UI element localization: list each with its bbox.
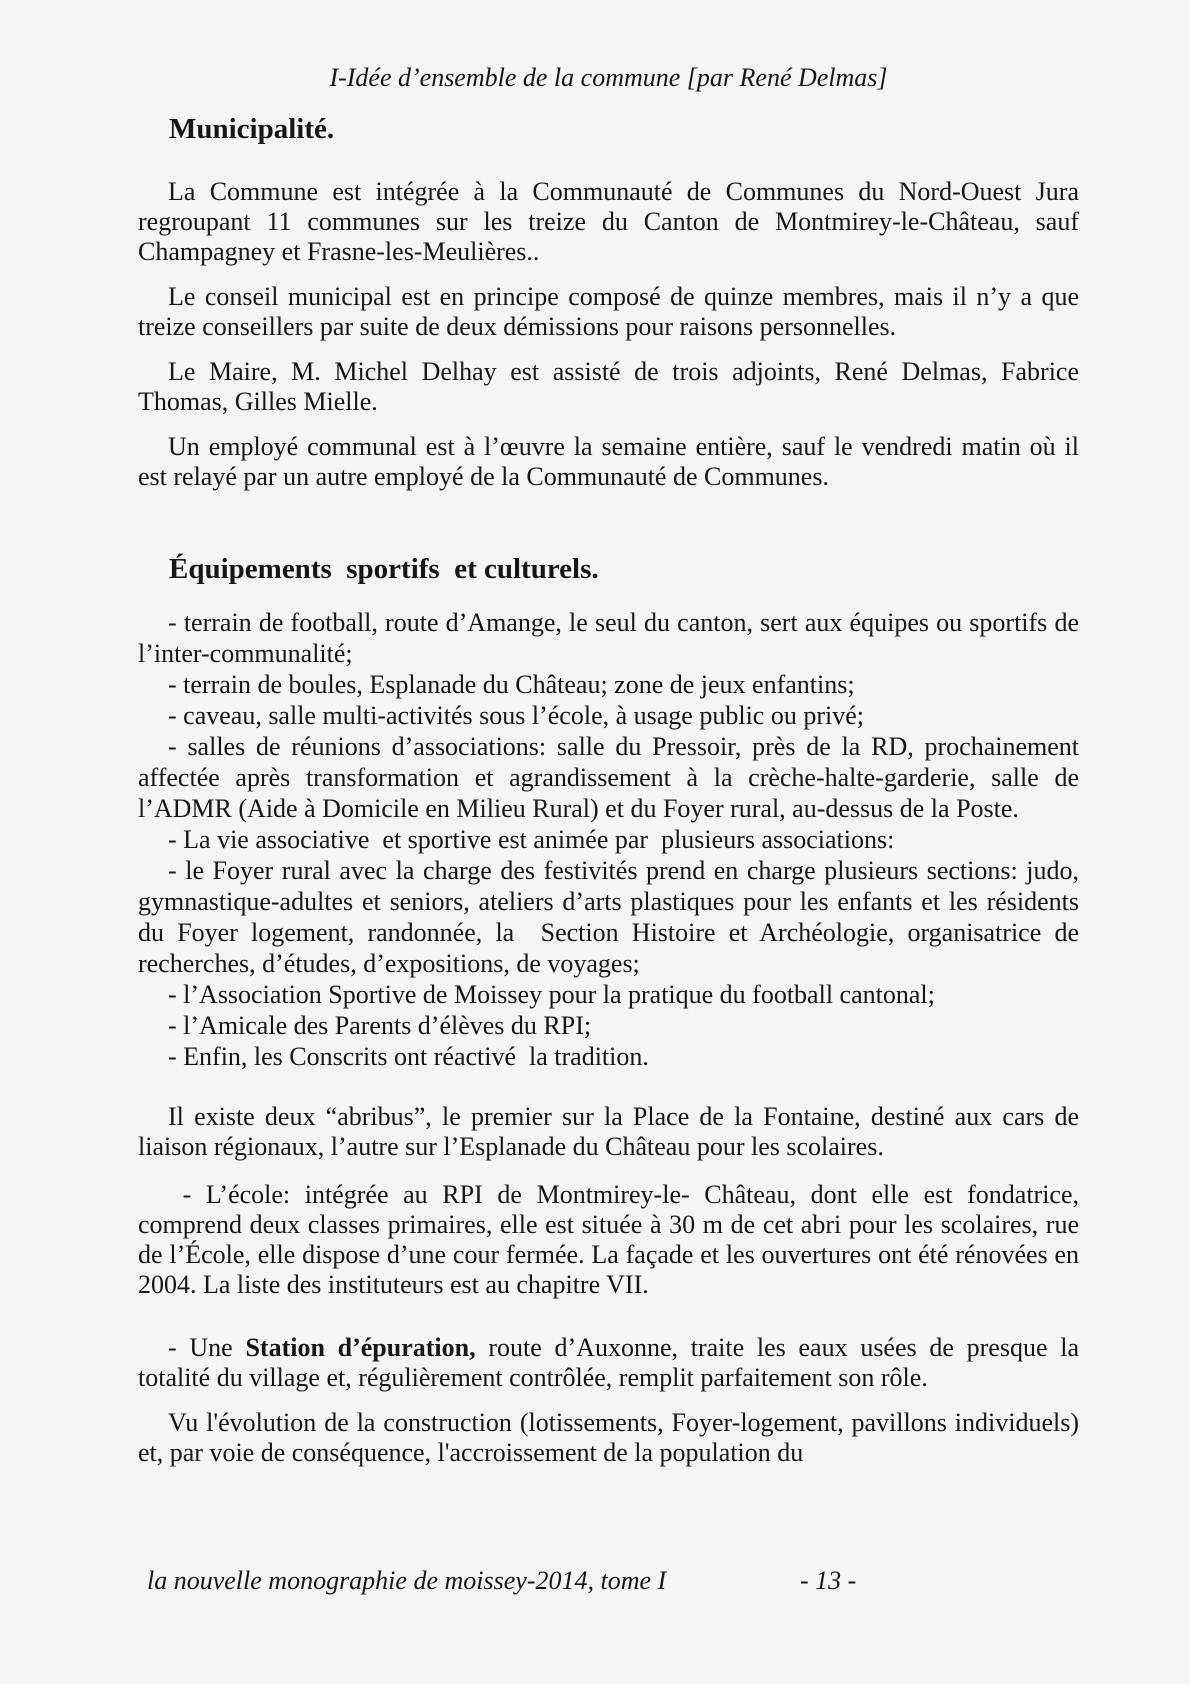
list-item-amicale-parents: - l’Amicale des Parents d’élèves du RPI;	[168, 1011, 592, 1040]
footer-page-number: - 13 -	[800, 1566, 857, 1595]
list-item-caveau: - caveau, salle multi-activités sous l’école, à usage public ou privé;	[168, 701, 864, 730]
equipements-list	[138, 607, 1086, 1072]
list-item-conscrits: - Enfin, les Conscrits ont réactivé la tradition.	[168, 1042, 649, 1071]
paragraph-ecole: - L’école: intégrée au RPI de Montmirey-le- Château, dont elle est fondatrice, comprend deux classes primaires, elle est située à 30 m de cet abri pour les scolaires, rue de l’École, elle dispose d’une cour fermée. La façade et les ouvertures ont été rénovées en 2004. La liste des instituteurs est au chapitre VII.	[138, 1180, 1086, 1299]
list-item-salles-reunions: - salles de réunions d’associations: salle du Pressoir, près de la RD, prochainement affectée après transformation et agrandissement à la crèche-halte-garderie, salle de l’ADMR (Aide à Domicile en Milieu Rural) et du Foyer rural, au-dessus de la Poste.	[138, 732, 1086, 823]
heading-equipements: Équipements sportifs et culturels.	[169, 553, 599, 585]
station-bold-label: Station d’épuration,	[245, 1333, 476, 1362]
station-prefix: - Une	[168, 1333, 246, 1362]
running-header-title: I-Idée d’ensemble de la commune [par René Delmas]	[329, 63, 888, 92]
list-item-vie-associative: - La vie associative et sportive est animée par plusieurs associations:	[168, 825, 895, 854]
paragraph-conseil-municipal: Le conseil municipal est en principe composé de quinze membres, mais il n’y a que treize conseillers par suite de deux démissions pour raisons personnelles.	[138, 282, 1086, 341]
paragraph-commune-integree: La Commune est intégrée à la Communauté de Communes du Nord-Ouest Jura regroupant 11 communes sur les treize du Canton de Montmirey-le-Château, sauf Champagney et Frasne-les-Meulières..	[138, 177, 1086, 266]
list-item-association-sportive: - l’Association Sportive de Moissey pour la pratique du football cantonal;	[168, 980, 935, 1009]
page-content	[138, 0, 1086, 1468]
list-item-terrain-football: - terrain de football, route d’Amange, le seul du canton, sert aux équipes ou sportifs de l’inter-communalité;	[138, 608, 1086, 668]
paragraph-employe-communal: Un employé communal est à l’œuvre la semaine entière, sauf le vendredi matin où il est relayé par un autre employé de la Communauté de Communes.	[138, 432, 1086, 491]
paragraph-construction: Vu l'évolution de la construction (lotissements, Foyer-logement, pavillons individuels) et, par voie de conséquence, l'accroissement de la population du	[138, 1408, 1086, 1467]
list-item-terrain-boules: - terrain de boules, Esplanade du Château; zone de jeux enfantins;	[168, 670, 855, 699]
heading-municipalite: Municipalité.	[169, 113, 335, 145]
paragraph-abribus: Il existe deux “abribus”, le premier sur la Place de la Fontaine, destiné aux cars de liaison régionaux, l’autre sur l’Esplanade du Château pour les scolaires.	[138, 1102, 1086, 1161]
page-footer	[0, 1566, 1190, 1596]
station-suffix: route d’Auxonne, traite les eaux usées de presque la totalité du village et, régulièrement contrôlée, remplit parfaitement son rôle.	[138, 1333, 1086, 1392]
paragraph-maire-adjoints: Le Maire, M. Michel Delhay est assisté de trois adjoints, René Delmas, Fabrice Thomas, Gilles Mielle.	[138, 357, 1086, 416]
paragraph-station-epuration	[138, 1333, 1086, 1393]
footer-book-title: la nouvelle monographie de moissey-2014, tome I	[147, 1566, 667, 1595]
list-item-foyer-rural: - le Foyer rural avec la charge des festivités prend en charge plusieurs sections: judo, gymnastique-adultes et seniors, ateliers d’arts plastiques pour les enfants et les résidents du Foyer logement, randonnée, la Section Histoire et Archéologie, organisatrice de recherches, d’études, d’expositions, de voyages;	[138, 856, 1086, 978]
